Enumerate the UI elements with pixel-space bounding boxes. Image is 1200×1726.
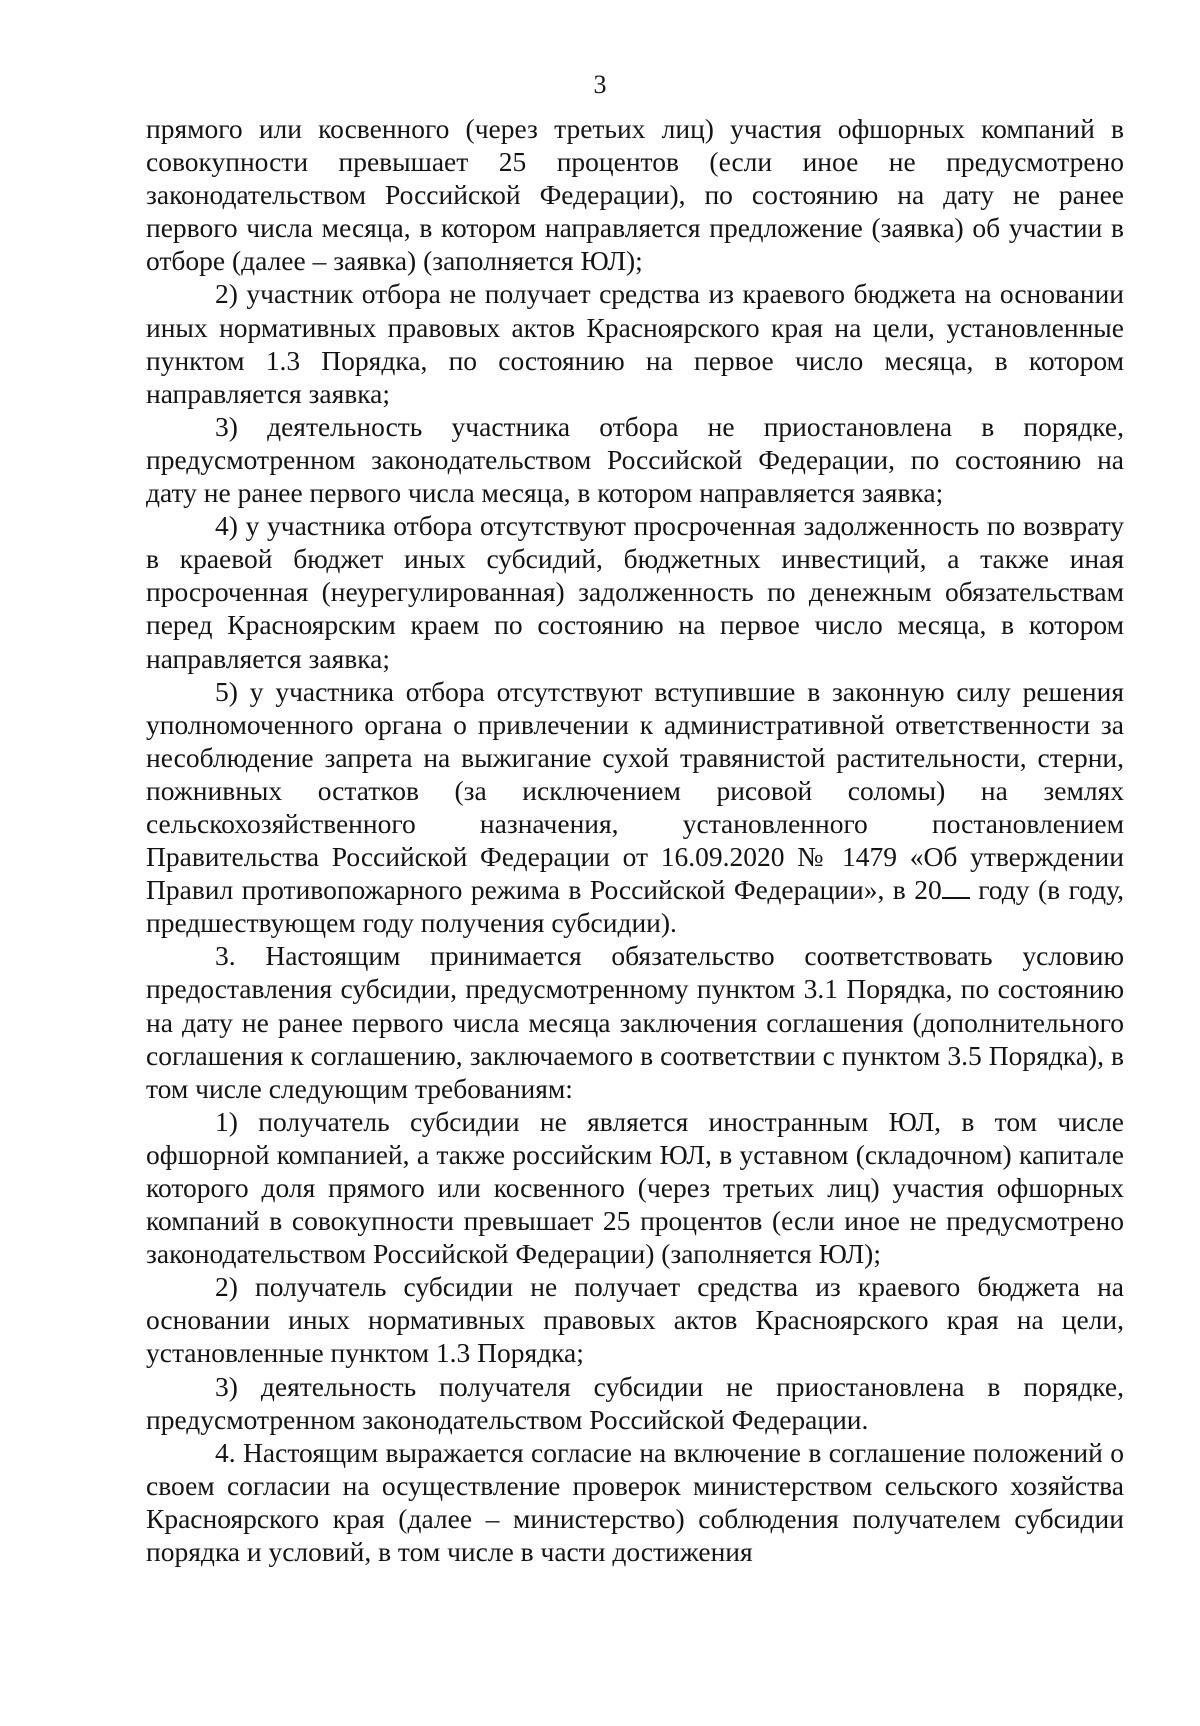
year-blank-field [942,875,970,899]
paragraph-item-2: 2) участник отбора не получает средства из краевого бюджета на основании иных нормативных правовых актов Красноярского края на цели, установленные пунктом 1.3 Порядка, по состоянию на первое число месяца, в котором направляется заявка; [146,278,1124,409]
document-body [146,112,1124,1568]
paragraph-section-3-item-1: 1) получатель субсидии не является иностранным ЮЛ, в том числе офшорной компанией, а также российским ЮЛ, в уставном (складочном) капитале которого доля прямого или косвенного (через третьих лиц) участия офшорных компаний в совокупности превышает 25 процентов (если иное не предусмотрено законодательством Российской Федерации) (заполняется ЮЛ); [146,1105,1124,1270]
paragraph-section-3: 3. Настоящим принимается обязательство соответствовать условию предоставления субсидии, предусмотренному пунктом 3.1 Порядка, по состоянию на дату не ранее первого числа месяца заключения соглашения (дополнительного соглашения к соглашению, заключаемого в соответствии с пунктом 3.5 Порядка), в том числе следующим требованиям: [146,940,1124,1104]
paragraph-continuation: прямого или косвенного (через третьих лиц) участия офшорных компаний в совокупности превышает 25 процентов (если иное не предусмотрено законодательством Российской Федерации), по состоянию на дату не ранее первого числа месяца, в котором направляется предложение (заявка) об участии в отборе (далее – заявка) (заполняется ЮЛ); [146,113,1124,277]
paragraph-section-3-item-2: 2) получатель субсидии не получает средства из краевого бюджета на основании иных нормативных правовых актов Красноярского края на цели, установленные пунктом 1.3 Порядка; [146,1271,1124,1369]
paragraph-item-4: 4) у участника отбора отсутствуют просроченная задолженность по возврату в краевой бюджет иных субсидий, бюджетных инвестиций, а также иная просроченная (неурегулированная) задолженность по денежным обязательствам перед Красноярским краем по состоянию на первое число месяца, в котором направляется заявка; [146,510,1124,674]
page-number: 3 [593,70,607,99]
paragraph-item-5-tail: году (в году, предшествующем году получения субсидии). [146,874,1124,939]
paragraph-section-3-item-3: 3) деятельность получателя субсидии не приостановлена в порядке, предусмотренном законодательством Российской Федерации. [146,1370,1124,1435]
paragraph-item-5-text: 5) у участника отбора отсутствуют вступившие в законную силу решения уполномоченного органа о привлечении к административной ответственности за несоблюдение запрета на выжигание сухой травянистой растительности, стерни, пожнивных остатков (за исключением рисовой соломы) на землях сельскохозяйственного назначения, установленного постановлением Правительства Российской Федерации от 16.09.2020 № 1479 «Об утверждении Правил противопожарного режима в Российской Федерации», в 20 [146,675,1124,906]
paragraph-item-3: 3) деятельность участника отбора не приостановлена в порядке, предусмотренном законодательством Российской Федерации, по состоянию на дату не ранее первого числа месяца, в котором направляется заявка; [146,410,1124,509]
paragraph-section-4: 4. Настоящим выражается согласие на включение в соглашение положений о своем согласии на осуществление проверок министерством сельского хозяйства Красноярского края (далее – министерство) соблюдения получателем субсидии порядка и условий, в том числе в части достижения [146,1436,1124,1568]
paragraph-item-5 [146,675,1124,940]
